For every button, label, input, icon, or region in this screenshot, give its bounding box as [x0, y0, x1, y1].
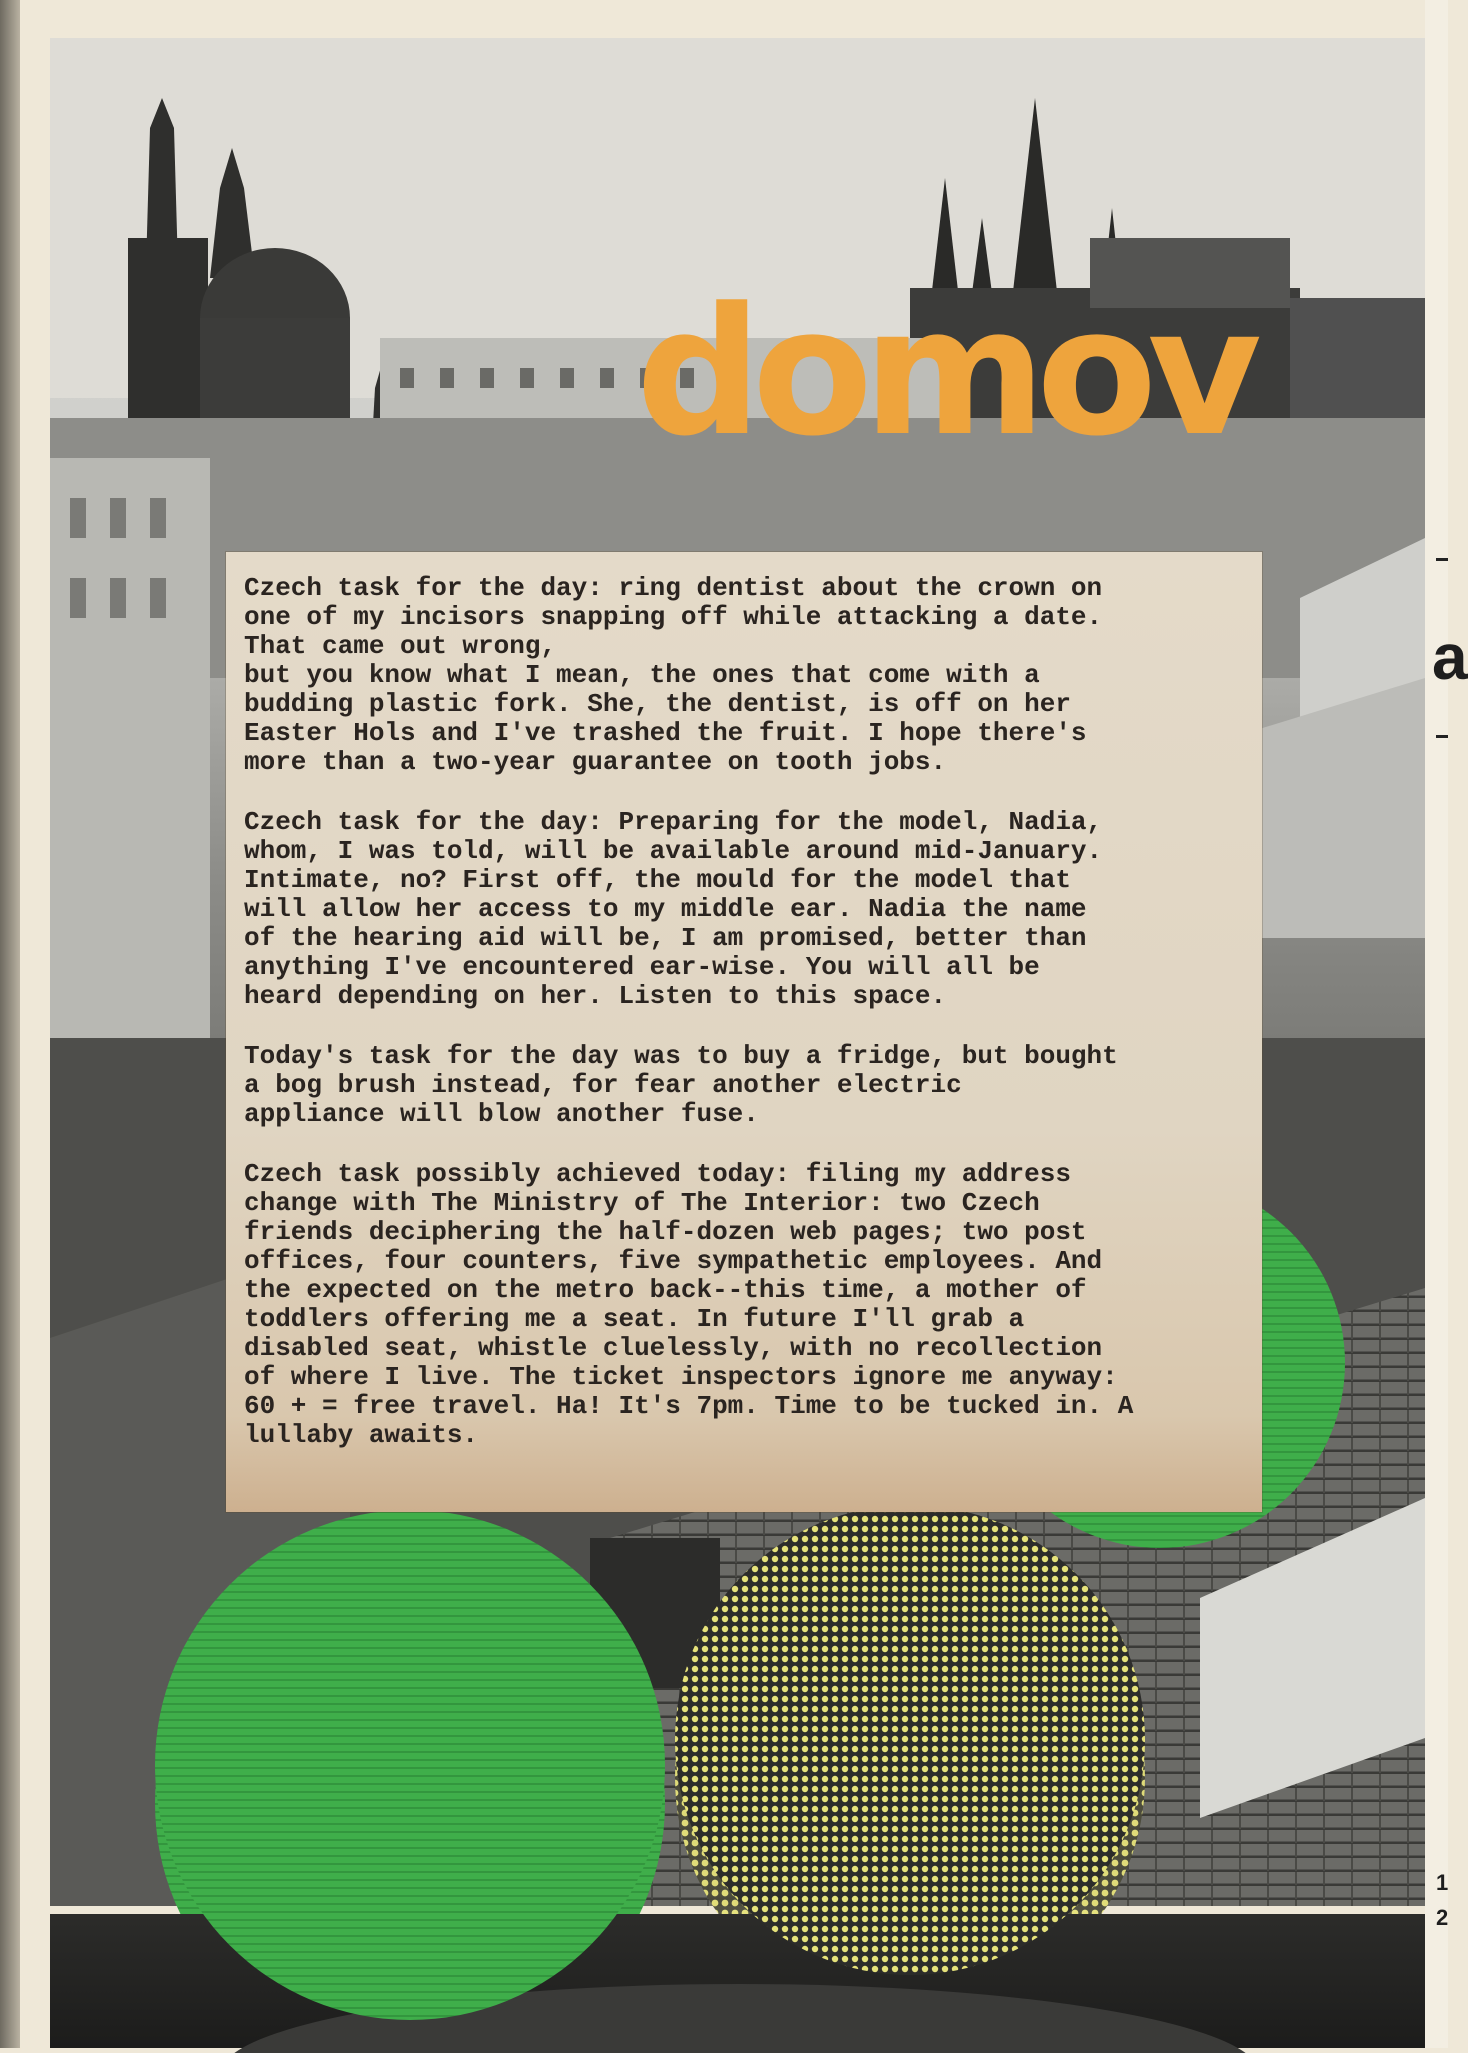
lower-band-illustration	[50, 1914, 1425, 2048]
typed-note-text	[244, 574, 1254, 1494]
note-paragraph: Today's task for the day was to buy a fridge, but bought a bog brush instead, for fear another electric appliance will blow another fuse.	[244, 1041, 1118, 1129]
margin-cut-number: 2	[1436, 1905, 1449, 1930]
margin-cut-number: 1	[1436, 1870, 1449, 1895]
page-right-margin	[1425, 0, 1468, 2048]
margin-cut-letter: a	[1432, 621, 1468, 693]
title-domov: domov	[636, 270, 1252, 475]
note-paragraph: Czech task for the day: Preparing for the model, Nadia, whom, I was told, will be available around mid-January. Intimate, no? First off, the mould for the model that will allow her access to my middle ear. Nadia the name of the hearing aid will be, I am promised, better than anything I've encountered ear-wise. You will all be heard depending on her. Listen to this space.	[244, 807, 1103, 1011]
note-paragraph: Czech task for the day: ring dentist about the crown on one of my incisors snapping off while attacking a date. That came out wrong, but you know what I mean, the ones that come with a budding plastic fork. She, the dentist, is off on her Easter Hols and I've trashed the fruit. I hope there's more than a two-year guarantee on tooth jobs.	[244, 573, 1103, 777]
margin-rule	[1436, 558, 1448, 561]
note-paragraph: Czech task possibly achieved today: filing my address change with The Ministry of The Interior: two Czech friends deciphering the half-dozen web pages; two post offices, four counters, five sympathetic employees. And the expected on the metro back--this time, a mother of toddlers offering me a seat. In future I'll grab a disabled seat, whistle cluelessly, with no recollection of where I live. The ticket inspectors ignore me anyway: 60 + = free travel. Ha! It's 7pm. Time to be tucked in. A lullaby awaits.	[244, 1159, 1134, 1450]
page-left-edge	[0, 0, 20, 2048]
lower-photo-band	[50, 1914, 1425, 2048]
typed-note	[226, 552, 1262, 1512]
margin-rule	[1436, 735, 1448, 738]
